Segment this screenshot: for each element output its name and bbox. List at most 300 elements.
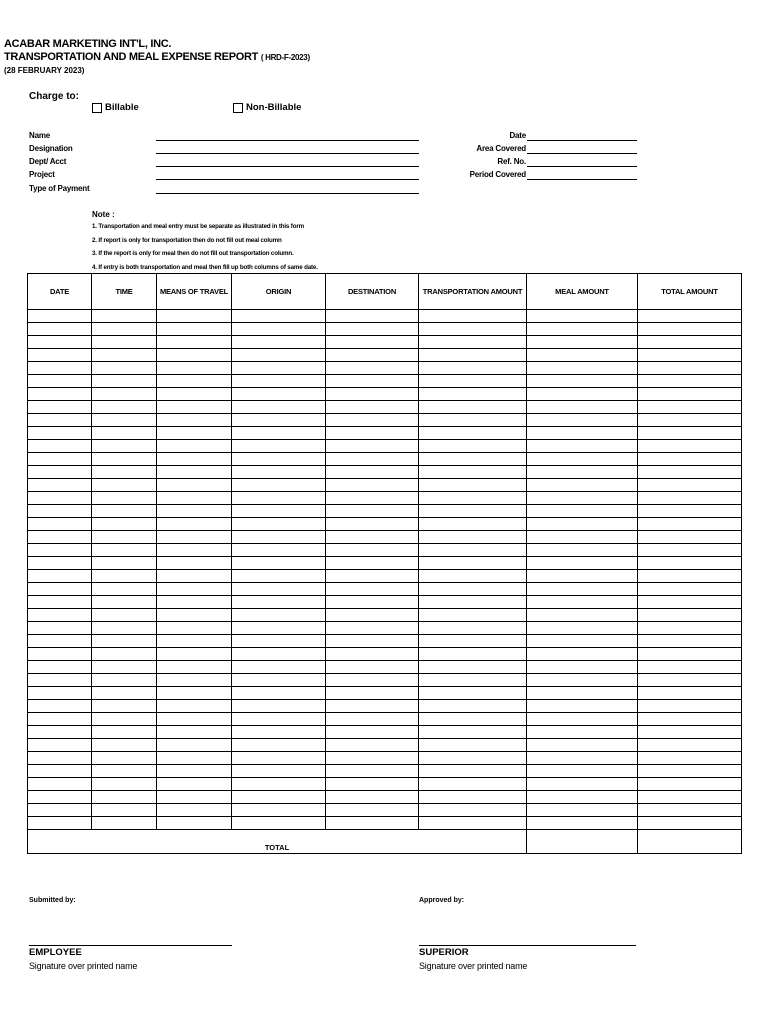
cell-time[interactable] bbox=[92, 804, 157, 817]
cell-meal-amount[interactable] bbox=[527, 622, 638, 635]
cell-total-amount[interactable] bbox=[638, 739, 742, 752]
cell-transportation-amount[interactable] bbox=[419, 557, 527, 570]
cell-meal-amount[interactable] bbox=[527, 557, 638, 570]
cell-total-amount[interactable] bbox=[638, 466, 742, 479]
cell-time[interactable] bbox=[92, 531, 157, 544]
cell-date[interactable] bbox=[28, 596, 92, 609]
cell-origin[interactable] bbox=[232, 752, 326, 765]
cell-total-amount[interactable] bbox=[638, 310, 742, 323]
cell-meal-amount[interactable] bbox=[527, 583, 638, 596]
cell-date[interactable] bbox=[28, 492, 92, 505]
cell-means-of-travel[interactable] bbox=[157, 440, 232, 453]
cell-time[interactable] bbox=[92, 440, 157, 453]
cell-origin[interactable] bbox=[232, 804, 326, 817]
cell-means-of-travel[interactable] bbox=[157, 414, 232, 427]
cell-destination[interactable] bbox=[326, 336, 419, 349]
cell-origin[interactable] bbox=[232, 336, 326, 349]
name-field[interactable] bbox=[156, 140, 419, 141]
cell-meal-amount[interactable] bbox=[527, 531, 638, 544]
cell-time[interactable] bbox=[92, 661, 157, 674]
cell-destination[interactable] bbox=[326, 414, 419, 427]
cell-date[interactable] bbox=[28, 557, 92, 570]
cell-total-amount[interactable] bbox=[638, 557, 742, 570]
cell-destination[interactable] bbox=[326, 609, 419, 622]
cell-means-of-travel[interactable] bbox=[157, 362, 232, 375]
cell-date[interactable] bbox=[28, 609, 92, 622]
cell-time[interactable] bbox=[92, 596, 157, 609]
cell-date[interactable] bbox=[28, 778, 92, 791]
cell-origin[interactable] bbox=[232, 362, 326, 375]
cell-meal-amount[interactable] bbox=[527, 700, 638, 713]
cell-date[interactable] bbox=[28, 726, 92, 739]
cell-means-of-travel[interactable] bbox=[157, 791, 232, 804]
cell-total-amount[interactable] bbox=[638, 570, 742, 583]
project-field[interactable] bbox=[156, 179, 419, 180]
non-billable-checkbox[interactable] bbox=[233, 103, 243, 113]
cell-meal-amount[interactable] bbox=[527, 427, 638, 440]
cell-time[interactable] bbox=[92, 336, 157, 349]
cell-transportation-amount[interactable] bbox=[419, 388, 527, 401]
cell-time[interactable] bbox=[92, 466, 157, 479]
cell-destination[interactable] bbox=[326, 570, 419, 583]
cell-meal-amount[interactable] bbox=[527, 596, 638, 609]
cell-time[interactable] bbox=[92, 492, 157, 505]
cell-means-of-travel[interactable] bbox=[157, 596, 232, 609]
employee-signature-line[interactable] bbox=[29, 945, 232, 946]
cell-date[interactable] bbox=[28, 375, 92, 388]
cell-origin[interactable] bbox=[232, 349, 326, 362]
cell-means-of-travel[interactable] bbox=[157, 804, 232, 817]
cell-origin[interactable] bbox=[232, 687, 326, 700]
cell-means-of-travel[interactable] bbox=[157, 544, 232, 557]
cell-origin[interactable] bbox=[232, 518, 326, 531]
cell-time[interactable] bbox=[92, 518, 157, 531]
cell-total-amount[interactable] bbox=[638, 375, 742, 388]
cell-destination[interactable] bbox=[326, 765, 419, 778]
cell-meal-amount[interactable] bbox=[527, 453, 638, 466]
cell-means-of-travel[interactable] bbox=[157, 388, 232, 401]
cell-total-amount[interactable] bbox=[638, 765, 742, 778]
cell-time[interactable] bbox=[92, 401, 157, 414]
cell-destination[interactable] bbox=[326, 479, 419, 492]
cell-transportation-amount[interactable] bbox=[419, 570, 527, 583]
cell-transportation-amount[interactable] bbox=[419, 479, 527, 492]
cell-destination[interactable] bbox=[326, 375, 419, 388]
cell-time[interactable] bbox=[92, 635, 157, 648]
cell-destination[interactable] bbox=[326, 674, 419, 687]
cell-means-of-travel[interactable] bbox=[157, 453, 232, 466]
cell-destination[interactable] bbox=[326, 505, 419, 518]
cell-date[interactable] bbox=[28, 388, 92, 401]
cell-total-amount[interactable] bbox=[638, 544, 742, 557]
cell-meal-amount[interactable] bbox=[527, 518, 638, 531]
cell-destination[interactable] bbox=[326, 687, 419, 700]
cell-total-amount[interactable] bbox=[638, 674, 742, 687]
cell-means-of-travel[interactable] bbox=[157, 310, 232, 323]
cell-time[interactable] bbox=[92, 505, 157, 518]
cell-destination[interactable] bbox=[326, 635, 419, 648]
cell-meal-amount[interactable] bbox=[527, 687, 638, 700]
cell-date[interactable] bbox=[28, 648, 92, 661]
cell-total-amount[interactable] bbox=[638, 791, 742, 804]
cell-transportation-amount[interactable] bbox=[419, 492, 527, 505]
cell-date[interactable] bbox=[28, 544, 92, 557]
cell-total-amount[interactable] bbox=[638, 817, 742, 830]
cell-means-of-travel[interactable] bbox=[157, 492, 232, 505]
cell-total-amount[interactable] bbox=[638, 401, 742, 414]
cell-origin[interactable] bbox=[232, 557, 326, 570]
cell-time[interactable] bbox=[92, 739, 157, 752]
cell-meal-amount[interactable] bbox=[527, 791, 638, 804]
cell-means-of-travel[interactable] bbox=[157, 752, 232, 765]
cell-origin[interactable] bbox=[232, 700, 326, 713]
cell-destination[interactable] bbox=[326, 700, 419, 713]
cell-destination[interactable] bbox=[326, 622, 419, 635]
cell-total-amount[interactable] bbox=[638, 349, 742, 362]
cell-date[interactable] bbox=[28, 817, 92, 830]
cell-total-amount[interactable] bbox=[638, 479, 742, 492]
cell-total-amount[interactable] bbox=[638, 414, 742, 427]
cell-meal-amount[interactable] bbox=[527, 349, 638, 362]
cell-total-amount[interactable] bbox=[638, 583, 742, 596]
ref-no-field[interactable] bbox=[527, 166, 637, 167]
cell-date[interactable] bbox=[28, 466, 92, 479]
cell-means-of-travel[interactable] bbox=[157, 479, 232, 492]
cell-means-of-travel[interactable] bbox=[157, 518, 232, 531]
cell-origin[interactable] bbox=[232, 765, 326, 778]
cell-total-amount[interactable] bbox=[638, 635, 742, 648]
cell-meal-amount[interactable] bbox=[527, 648, 638, 661]
cell-total-amount[interactable] bbox=[638, 752, 742, 765]
cell-time[interactable] bbox=[92, 557, 157, 570]
cell-means-of-travel[interactable] bbox=[157, 349, 232, 362]
cell-meal-amount[interactable] bbox=[527, 713, 638, 726]
cell-transportation-amount[interactable] bbox=[419, 791, 527, 804]
cell-origin[interactable] bbox=[232, 674, 326, 687]
cell-meal-amount[interactable] bbox=[527, 401, 638, 414]
cell-transportation-amount[interactable] bbox=[419, 466, 527, 479]
cell-meal-amount[interactable] bbox=[527, 674, 638, 687]
cell-origin[interactable] bbox=[232, 791, 326, 804]
cell-meal-amount[interactable] bbox=[527, 570, 638, 583]
cell-total-amount[interactable] bbox=[638, 687, 742, 700]
cell-destination[interactable] bbox=[326, 544, 419, 557]
cell-meal-amount[interactable] bbox=[527, 661, 638, 674]
cell-total-amount[interactable] bbox=[638, 700, 742, 713]
cell-transportation-amount[interactable] bbox=[419, 505, 527, 518]
cell-means-of-travel[interactable] bbox=[157, 401, 232, 414]
cell-date[interactable] bbox=[28, 765, 92, 778]
cell-means-of-travel[interactable] bbox=[157, 778, 232, 791]
cell-origin[interactable] bbox=[232, 544, 326, 557]
cell-destination[interactable] bbox=[326, 362, 419, 375]
superior-signature-line[interactable] bbox=[419, 945, 636, 946]
cell-meal-amount[interactable] bbox=[527, 635, 638, 648]
cell-meal-amount[interactable] bbox=[527, 479, 638, 492]
cell-transportation-amount[interactable] bbox=[419, 440, 527, 453]
cell-transportation-amount[interactable] bbox=[419, 713, 527, 726]
cell-means-of-travel[interactable] bbox=[157, 375, 232, 388]
cell-origin[interactable] bbox=[232, 609, 326, 622]
cell-means-of-travel[interactable] bbox=[157, 609, 232, 622]
cell-destination[interactable] bbox=[326, 323, 419, 336]
cell-meal-amount[interactable] bbox=[527, 466, 638, 479]
cell-time[interactable] bbox=[92, 726, 157, 739]
cell-total-amount[interactable] bbox=[638, 362, 742, 375]
cell-destination[interactable] bbox=[326, 518, 419, 531]
cell-total-amount[interactable] bbox=[638, 518, 742, 531]
cell-origin[interactable] bbox=[232, 648, 326, 661]
cell-total-amount[interactable] bbox=[638, 726, 742, 739]
cell-meal-amount[interactable] bbox=[527, 388, 638, 401]
cell-meal-amount[interactable] bbox=[527, 375, 638, 388]
cell-date[interactable] bbox=[28, 791, 92, 804]
cell-transportation-amount[interactable] bbox=[419, 700, 527, 713]
cell-time[interactable] bbox=[92, 622, 157, 635]
cell-means-of-travel[interactable] bbox=[157, 661, 232, 674]
cell-time[interactable] bbox=[92, 479, 157, 492]
cell-origin[interactable] bbox=[232, 375, 326, 388]
cell-time[interactable] bbox=[92, 817, 157, 830]
cell-destination[interactable] bbox=[326, 778, 419, 791]
cell-transportation-amount[interactable] bbox=[419, 375, 527, 388]
grand-total-amount-cell[interactable] bbox=[638, 830, 742, 854]
cell-total-amount[interactable] bbox=[638, 323, 742, 336]
cell-date[interactable] bbox=[28, 622, 92, 635]
cell-total-amount[interactable] bbox=[638, 661, 742, 674]
type-of-payment-field[interactable] bbox=[156, 193, 419, 194]
cell-total-amount[interactable] bbox=[638, 388, 742, 401]
cell-time[interactable] bbox=[92, 570, 157, 583]
cell-means-of-travel[interactable] bbox=[157, 557, 232, 570]
cell-date[interactable] bbox=[28, 518, 92, 531]
cell-origin[interactable] bbox=[232, 570, 326, 583]
cell-time[interactable] bbox=[92, 687, 157, 700]
cell-transportation-amount[interactable] bbox=[419, 323, 527, 336]
cell-time[interactable] bbox=[92, 544, 157, 557]
cell-origin[interactable] bbox=[232, 713, 326, 726]
cell-means-of-travel[interactable] bbox=[157, 700, 232, 713]
cell-transportation-amount[interactable] bbox=[419, 804, 527, 817]
cell-means-of-travel[interactable] bbox=[157, 583, 232, 596]
cell-transportation-amount[interactable] bbox=[419, 596, 527, 609]
cell-destination[interactable] bbox=[326, 492, 419, 505]
cell-origin[interactable] bbox=[232, 661, 326, 674]
cell-time[interactable] bbox=[92, 778, 157, 791]
cell-date[interactable] bbox=[28, 635, 92, 648]
cell-total-amount[interactable] bbox=[638, 778, 742, 791]
cell-destination[interactable] bbox=[326, 596, 419, 609]
cell-transportation-amount[interactable] bbox=[419, 414, 527, 427]
cell-date[interactable] bbox=[28, 453, 92, 466]
cell-meal-amount[interactable] bbox=[527, 336, 638, 349]
designation-field[interactable] bbox=[156, 153, 419, 154]
cell-transportation-amount[interactable] bbox=[419, 310, 527, 323]
cell-meal-amount[interactable] bbox=[527, 310, 638, 323]
cell-total-amount[interactable] bbox=[638, 648, 742, 661]
cell-meal-amount[interactable] bbox=[527, 804, 638, 817]
cell-transportation-amount[interactable] bbox=[419, 635, 527, 648]
cell-means-of-travel[interactable] bbox=[157, 739, 232, 752]
cell-destination[interactable] bbox=[326, 427, 419, 440]
cell-origin[interactable] bbox=[232, 427, 326, 440]
cell-meal-amount[interactable] bbox=[527, 414, 638, 427]
cell-meal-amount[interactable] bbox=[527, 440, 638, 453]
cell-meal-amount[interactable] bbox=[527, 323, 638, 336]
cell-destination[interactable] bbox=[326, 817, 419, 830]
non-billable-option[interactable] bbox=[233, 102, 301, 113]
cell-transportation-amount[interactable] bbox=[419, 518, 527, 531]
cell-origin[interactable] bbox=[232, 453, 326, 466]
cell-origin[interactable] bbox=[232, 739, 326, 752]
cell-destination[interactable] bbox=[326, 310, 419, 323]
cell-meal-amount[interactable] bbox=[527, 609, 638, 622]
cell-time[interactable] bbox=[92, 583, 157, 596]
cell-destination[interactable] bbox=[326, 661, 419, 674]
cell-time[interactable] bbox=[92, 609, 157, 622]
cell-total-amount[interactable] bbox=[638, 531, 742, 544]
cell-origin[interactable] bbox=[232, 505, 326, 518]
cell-total-amount[interactable] bbox=[638, 713, 742, 726]
cell-transportation-amount[interactable] bbox=[419, 427, 527, 440]
cell-transportation-amount[interactable] bbox=[419, 778, 527, 791]
cell-means-of-travel[interactable] bbox=[157, 635, 232, 648]
cell-destination[interactable] bbox=[326, 739, 419, 752]
cell-transportation-amount[interactable] bbox=[419, 531, 527, 544]
cell-total-amount[interactable] bbox=[638, 596, 742, 609]
cell-total-amount[interactable] bbox=[638, 492, 742, 505]
cell-date[interactable] bbox=[28, 440, 92, 453]
cell-time[interactable] bbox=[92, 674, 157, 687]
cell-date[interactable] bbox=[28, 583, 92, 596]
cell-destination[interactable] bbox=[326, 791, 419, 804]
cell-transportation-amount[interactable] bbox=[419, 752, 527, 765]
cell-meal-amount[interactable] bbox=[527, 726, 638, 739]
cell-destination[interactable] bbox=[326, 713, 419, 726]
cell-time[interactable] bbox=[92, 362, 157, 375]
cell-date[interactable] bbox=[28, 310, 92, 323]
cell-date[interactable] bbox=[28, 336, 92, 349]
cell-date[interactable] bbox=[28, 505, 92, 518]
cell-date[interactable] bbox=[28, 323, 92, 336]
cell-date[interactable] bbox=[28, 674, 92, 687]
cell-date[interactable] bbox=[28, 700, 92, 713]
dept-acct-field[interactable] bbox=[156, 166, 419, 167]
cell-transportation-amount[interactable] bbox=[419, 648, 527, 661]
cell-destination[interactable] bbox=[326, 349, 419, 362]
cell-means-of-travel[interactable] bbox=[157, 323, 232, 336]
cell-origin[interactable] bbox=[232, 583, 326, 596]
cell-transportation-amount[interactable] bbox=[419, 609, 527, 622]
cell-time[interactable] bbox=[92, 388, 157, 401]
cell-means-of-travel[interactable] bbox=[157, 687, 232, 700]
cell-transportation-amount[interactable] bbox=[419, 401, 527, 414]
cell-date[interactable] bbox=[28, 739, 92, 752]
cell-time[interactable] bbox=[92, 323, 157, 336]
cell-means-of-travel[interactable] bbox=[157, 726, 232, 739]
cell-transportation-amount[interactable] bbox=[419, 453, 527, 466]
cell-means-of-travel[interactable] bbox=[157, 648, 232, 661]
cell-origin[interactable] bbox=[232, 414, 326, 427]
cell-destination[interactable] bbox=[326, 804, 419, 817]
cell-total-amount[interactable] bbox=[638, 427, 742, 440]
cell-time[interactable] bbox=[92, 414, 157, 427]
cell-meal-amount[interactable] bbox=[527, 778, 638, 791]
cell-means-of-travel[interactable] bbox=[157, 817, 232, 830]
cell-origin[interactable] bbox=[232, 479, 326, 492]
cell-time[interactable] bbox=[92, 375, 157, 388]
cell-means-of-travel[interactable] bbox=[157, 505, 232, 518]
cell-means-of-travel[interactable] bbox=[157, 466, 232, 479]
cell-date[interactable] bbox=[28, 570, 92, 583]
cell-means-of-travel[interactable] bbox=[157, 713, 232, 726]
cell-meal-amount[interactable] bbox=[527, 505, 638, 518]
cell-time[interactable] bbox=[92, 791, 157, 804]
cell-destination[interactable] bbox=[326, 388, 419, 401]
cell-date[interactable] bbox=[28, 362, 92, 375]
cell-destination[interactable] bbox=[326, 648, 419, 661]
cell-transportation-amount[interactable] bbox=[419, 362, 527, 375]
cell-total-amount[interactable] bbox=[638, 336, 742, 349]
cell-time[interactable] bbox=[92, 752, 157, 765]
cell-meal-amount[interactable] bbox=[527, 752, 638, 765]
cell-destination[interactable] bbox=[326, 726, 419, 739]
cell-means-of-travel[interactable] bbox=[157, 570, 232, 583]
cell-time[interactable] bbox=[92, 427, 157, 440]
cell-origin[interactable] bbox=[232, 466, 326, 479]
cell-meal-amount[interactable] bbox=[527, 765, 638, 778]
cell-meal-amount[interactable] bbox=[527, 362, 638, 375]
cell-means-of-travel[interactable] bbox=[157, 674, 232, 687]
cell-destination[interactable] bbox=[326, 752, 419, 765]
cell-origin[interactable] bbox=[232, 596, 326, 609]
cell-means-of-travel[interactable] bbox=[157, 531, 232, 544]
cell-total-amount[interactable] bbox=[638, 505, 742, 518]
cell-destination[interactable] bbox=[326, 453, 419, 466]
cell-origin[interactable] bbox=[232, 310, 326, 323]
cell-origin[interactable] bbox=[232, 401, 326, 414]
cell-time[interactable] bbox=[92, 648, 157, 661]
period-covered-field[interactable] bbox=[527, 179, 637, 180]
cell-meal-amount[interactable] bbox=[527, 739, 638, 752]
cell-date[interactable] bbox=[28, 531, 92, 544]
cell-origin[interactable] bbox=[232, 817, 326, 830]
cell-time[interactable] bbox=[92, 453, 157, 466]
area-covered-field[interactable] bbox=[527, 153, 637, 154]
cell-transportation-amount[interactable] bbox=[419, 726, 527, 739]
total-meal-amount-cell[interactable] bbox=[527, 830, 638, 854]
cell-transportation-amount[interactable] bbox=[419, 544, 527, 557]
cell-origin[interactable] bbox=[232, 323, 326, 336]
cell-date[interactable] bbox=[28, 401, 92, 414]
cell-destination[interactable] bbox=[326, 557, 419, 570]
cell-total-amount[interactable] bbox=[638, 453, 742, 466]
cell-date[interactable] bbox=[28, 427, 92, 440]
cell-transportation-amount[interactable] bbox=[419, 622, 527, 635]
cell-origin[interactable] bbox=[232, 778, 326, 791]
cell-time[interactable] bbox=[92, 349, 157, 362]
cell-origin[interactable] bbox=[232, 388, 326, 401]
cell-transportation-amount[interactable] bbox=[419, 765, 527, 778]
cell-meal-amount[interactable] bbox=[527, 544, 638, 557]
cell-means-of-travel[interactable] bbox=[157, 336, 232, 349]
cell-origin[interactable] bbox=[232, 492, 326, 505]
cell-time[interactable] bbox=[92, 765, 157, 778]
cell-date[interactable] bbox=[28, 804, 92, 817]
cell-meal-amount[interactable] bbox=[527, 817, 638, 830]
cell-means-of-travel[interactable] bbox=[157, 765, 232, 778]
cell-transportation-amount[interactable] bbox=[419, 336, 527, 349]
